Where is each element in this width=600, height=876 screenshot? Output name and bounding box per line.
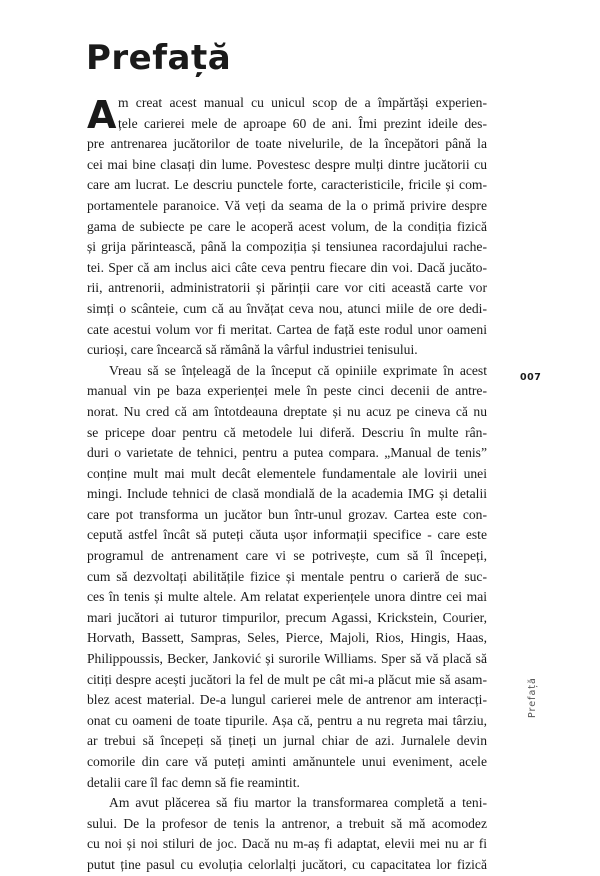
text-line: simți o scânteie, cum că au învățat ceva nou, atunci miile de ore dedi-	[87, 300, 487, 316]
text-line: ar trebui să începeți să țineți un jurnal chiar de azi. Jurnalele devin	[87, 733, 487, 749]
text-line: Vreau să se înțeleagă de la început că opiniile exprimate în acest	[109, 362, 487, 378]
text-line: cepută astfel încât să puteți căuta ușor informații specifice - care este	[87, 527, 487, 543]
text-line: curioși, care încearcă să rămână la vârful industriei tenisului.	[87, 342, 418, 358]
text-line: și grija părintească, până la compoziția și tensiunea racordajului rache-	[87, 239, 487, 255]
text-line: mingi. Include tehnici de clasă mondială de la academia IMG și detalii	[87, 486, 487, 502]
text-line: se pricepe doar pentru că metodele lui diferă. Descriu în multe rân-	[87, 424, 487, 440]
text-line: sului. De la profesor de tenis la antrenor, a trebuit să mă acomodez	[87, 815, 487, 831]
text-line: manual vin pe baza experienței mele în peste cinci decenii de antre-	[87, 383, 487, 399]
text-line: m creat acest manual cu unicul scop de a împărtăși experien-	[118, 95, 487, 110]
text-line: care am lucrat. Le descriu punctele forte, caracteristicile, fricile și com-	[87, 177, 487, 193]
text-line: cum să dezvoltați abilitățile fizice și mentale pentru o carieră de suc-	[87, 568, 487, 584]
text-line: blez acest material. De-a lungul carierei mele de antrenor am interacți-	[87, 692, 487, 708]
running-head: Prefață	[527, 677, 538, 718]
text-line: putut ține pasul cu evoluția celorlalți jucători, cu capacitatea lor fizică	[87, 856, 487, 872]
text-line: cu noi și noi stiluri de joc. Dacă nu m-aș fi adaptat, elevii mei nu ar fi	[87, 836, 487, 852]
text-line: detalii care îl fac demn să fie reamintit.	[87, 774, 300, 790]
text-line: tei. Sper că am inclus aici câte ceva pentru fiecare din voi. Dacă jucăto-	[87, 259, 487, 275]
text-line: onat cu oameni de toate tipurile. Așa că, pentru a nu regreta mai târziu,	[87, 712, 487, 728]
body-text	[87, 93, 487, 876]
text-line: Am avut plăcerea să fiu martor la transformarea completă a teni-	[109, 795, 487, 811]
drop-cap: A	[87, 93, 117, 137]
page-title: Prefață	[86, 38, 232, 78]
text-line: conține mult mai mult decât elementele fundamentale ale lovirii unei	[87, 465, 487, 481]
text-line: rii, antrenorii, administratorii și părinții care vor citi această carte vor	[87, 280, 487, 296]
page-number: 007	[520, 372, 542, 383]
text-line: duri o varietate de tehnici, pentru a putea compara. „Manual de tenis”	[87, 445, 487, 461]
text-line: mari jucători ai tuturor timpurilor, precum Agassi, Krickstein, Courier,	[87, 609, 487, 625]
text-line: portamentele paranoice. Vă veți da seama de la o primă privire despre	[87, 197, 487, 213]
text-line: pre antrenarea jucătorilor de toate nivelurile, de la începători până la	[87, 136, 487, 152]
text-line: cate acestui volum vor fi meritat. Cartea de față este rodul unor oameni	[87, 321, 487, 337]
text-line: care pot transforma un jucător bun într-unul grozav. Cartea este con-	[87, 506, 487, 522]
text-line: citiți despre acești jucători la fel de mult pe cât mi-a plăcut mie să asam-	[87, 671, 487, 687]
text-line: gama de subiecte pe care le acoperă acest volum, de la condiția fizică	[87, 218, 487, 234]
text-line: comorile din care vă puteți aminti amănuntele unui eveniment, acele	[87, 754, 487, 769]
text-line: Horvath, Bassett, Sampras, Seles, Pierce, Majoli, Rios, Hingis, Haas,	[87, 630, 487, 646]
text-line: ces în tenis și multe altele. Am relatat experiențele unora dintre cei mai	[87, 589, 487, 605]
text-line: țele carierei mele de aproape 60 de ani. Îmi prezint ideile des-	[118, 115, 487, 131]
text-line: programul de antrenament care vi se potrivește, cum să îl începeți,	[87, 548, 487, 564]
text-line: norat. Nu cred că am întotdeauna dreptate și nu acuz pe cineva că nu	[87, 403, 487, 419]
text-line: cei mai bine clasați din lume. Povestesc despre mulți dintre jucătorii cu	[87, 156, 487, 172]
text-line: Philippoussis, Becker, Janković și surorile Williams. Sper să vă placă să	[87, 651, 487, 667]
